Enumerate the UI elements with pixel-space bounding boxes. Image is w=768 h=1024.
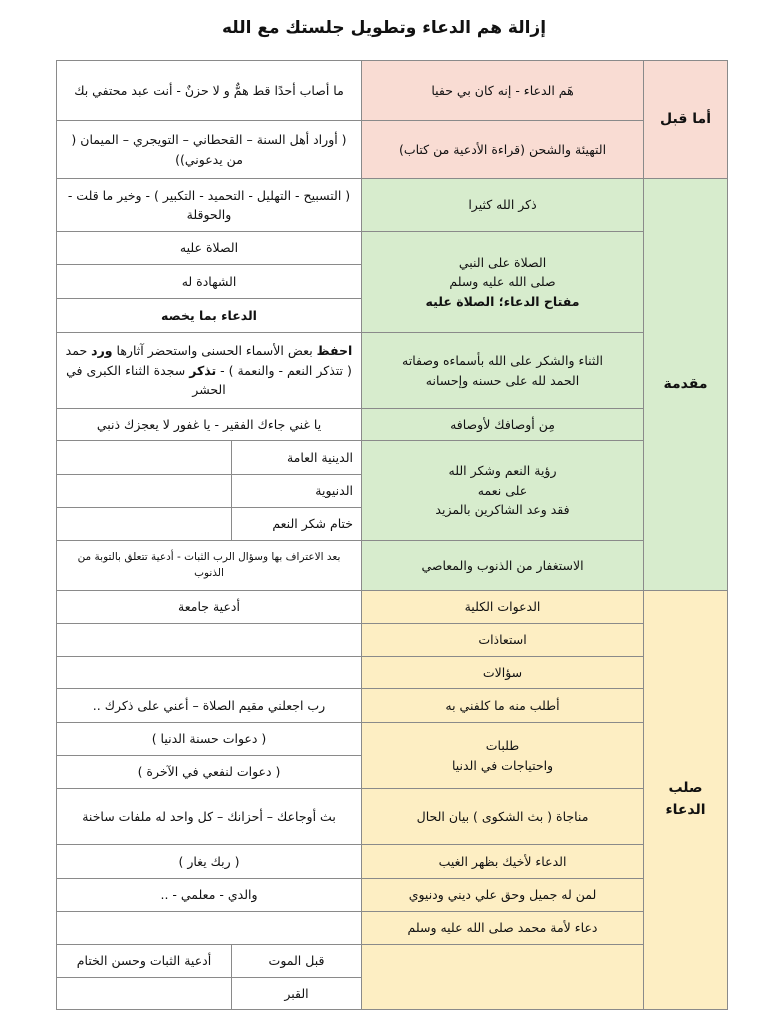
intro-salah-detail-a: الصلاة عليه: [56, 231, 362, 265]
core-umma-topic: دعاء لأمة محمد صلى الله عليه وسلم: [361, 911, 644, 945]
intro-niam-topic: [361, 440, 644, 541]
intro-thanaa-word-remember: تذكر: [189, 362, 217, 378]
intro-thanaa-detail: [56, 332, 362, 409]
core-kulliya-detail: أدعية جامعة: [56, 590, 362, 624]
intro-salah-line3: مفتاح الدعاء؛ الصلاة عليه: [425, 293, 580, 309]
intro-istighfar-topic: الاستغفار من الذنوب والمعاصي: [361, 540, 644, 591]
intro-niam-sub-c-detail: [56, 507, 232, 541]
core-ghayb-topic: الدعاء لأخيك بظهر الغيب: [361, 844, 644, 879]
core-istiadhat-topic: استعاذات: [361, 623, 644, 657]
core-jamil-topic: لمن له جميل وحق علي ديني ودنيوي: [361, 878, 644, 912]
section-core: صلب الدعاء: [643, 590, 728, 1010]
page-title: إزالة هم الدعاء وتطويل جلستك مع الله: [221, 18, 547, 38]
core-kulliya-topic: الدعوات الكلية: [361, 590, 644, 624]
intro-thanaa-word-memorize: احفظ: [316, 343, 353, 359]
intro-thanaa-text3: سجدة الثناء الكبرى في الحشر: [66, 362, 226, 398]
core-umma-detail: [56, 911, 362, 945]
intro-dhikr-topic: ذكر الله كثيرا: [361, 178, 644, 232]
intro-thanaa-detail-text: [65, 341, 353, 399]
section-before: أما قبل: [643, 60, 728, 179]
intro-thanaa-text2: حمد ( تتذكر النعم - والنعمة ) -: [65, 343, 352, 378]
before-row1-detail: ما أصاب أحدًا قط همٌّ و لا حزنٌ - أنت عبد محتفي بك: [56, 60, 362, 121]
intro-salah-detail-c: الدعاء بما يخصه: [56, 298, 362, 333]
intro-niam-sub-b: الدنيوية: [231, 474, 362, 508]
intro-thanaa-topic: [361, 332, 644, 409]
intro-salah-topic: [361, 231, 644, 333]
core-death-sub-a: قبل الموت: [231, 944, 362, 978]
core-death-sub-b: القبر: [231, 977, 362, 1010]
core-kallafani-topic: أطلب منه ما كلفني به: [361, 688, 644, 723]
core-istiadhat-detail: [56, 623, 362, 657]
intro-awsaf-detail: يا غني جاءك الفقير - يا غفور لا يعجزك ذنبي: [56, 408, 362, 441]
intro-thanaa-text1: بعض الأسماء الحسنى واستحضر آثارها: [112, 343, 317, 359]
core-suaalat-topic: سؤالات: [361, 656, 644, 689]
core-kallafani-detail: رب اجعلني مقيم الصلاة – أعني على ذكرك ..: [56, 688, 362, 723]
core-jamil-detail: والدي - معلمي - ..: [56, 878, 362, 912]
core-talabat-topic: [361, 722, 644, 789]
intro-niam-sub-a-detail: [56, 440, 232, 475]
core-death-sub-b-detail: [56, 977, 232, 1010]
intro-salah-line1: الصلاة على النبي: [458, 254, 547, 270]
core-suaalat-detail: [56, 656, 362, 689]
core-talabat-line2: واحتياجات في الدنيا: [451, 757, 554, 773]
intro-thanaa-word-wird: ورد: [91, 343, 113, 359]
core-talabat-detail-b: ( دعوات لنفعي في الآخرة ): [56, 755, 362, 789]
core-munajat-detail: بث أوجاعك – أحزانك – كل واحد له ملفات ساخنة: [56, 788, 362, 845]
intro-niam-sub-b-detail: [56, 474, 232, 508]
intro-niam-line3: فقد وعد الشاكرين بالمزيد: [435, 502, 570, 518]
intro-thanaa-line2: الحمد لله على حسنه وإحسانه: [425, 372, 580, 388]
before-row2-detail: ( أوراد أهل السنة – القحطاني – التويجري – الميمان ( من يدعوني)): [56, 120, 362, 179]
before-row1-topic: هَم الدعاء - إنه كان بي حفيا: [361, 60, 644, 121]
intro-niam-line1: رؤية النعم وشكر الله: [448, 463, 557, 479]
core-talabat-detail-a: ( دعوات حسنة الدنيا ): [56, 722, 362, 756]
intro-salah-detail-b: الشهادة له: [56, 264, 362, 299]
core-ghayb-detail: ( ربك يغار ): [56, 844, 362, 879]
intro-niam-sub-c: ختام شكر النعم: [231, 507, 362, 541]
intro-awsaf-topic: مِن أوصافك لأوصافه: [361, 408, 644, 441]
intro-salah-line2: صلى الله عليه وسلم: [449, 274, 556, 290]
before-row2-topic: التهيئة والشحن (قراءة الأدعية من كتاب): [361, 120, 644, 179]
intro-istighfar-detail: بعد الاعتراف بها وسؤال الرب الثبات - أدعية تتعلق بالتوبة من الذنوب: [56, 540, 362, 591]
core-death-sub-a-detail: أدعية الثبات وحسن الختام: [56, 944, 232, 978]
intro-niam-line2: على نعمه: [477, 482, 528, 498]
core-talabat-line1: طلبات: [485, 738, 520, 754]
intro-thanaa-line1: الثناء والشكر على الله بأسماءه وصفاته: [402, 353, 603, 369]
core-death-topic: [361, 944, 644, 1010]
section-intro: مقدمة: [643, 178, 728, 591]
core-munajat-topic: مناجاة ( بث الشكوى ) بيان الحال: [361, 788, 644, 845]
intro-niam-sub-a: الدينية العامة: [231, 440, 362, 475]
intro-dhikr-detail: ( التسبيح - التهليل - التحميد - التكبير ) - وخير ما قلت - والحوقلة: [56, 178, 362, 232]
